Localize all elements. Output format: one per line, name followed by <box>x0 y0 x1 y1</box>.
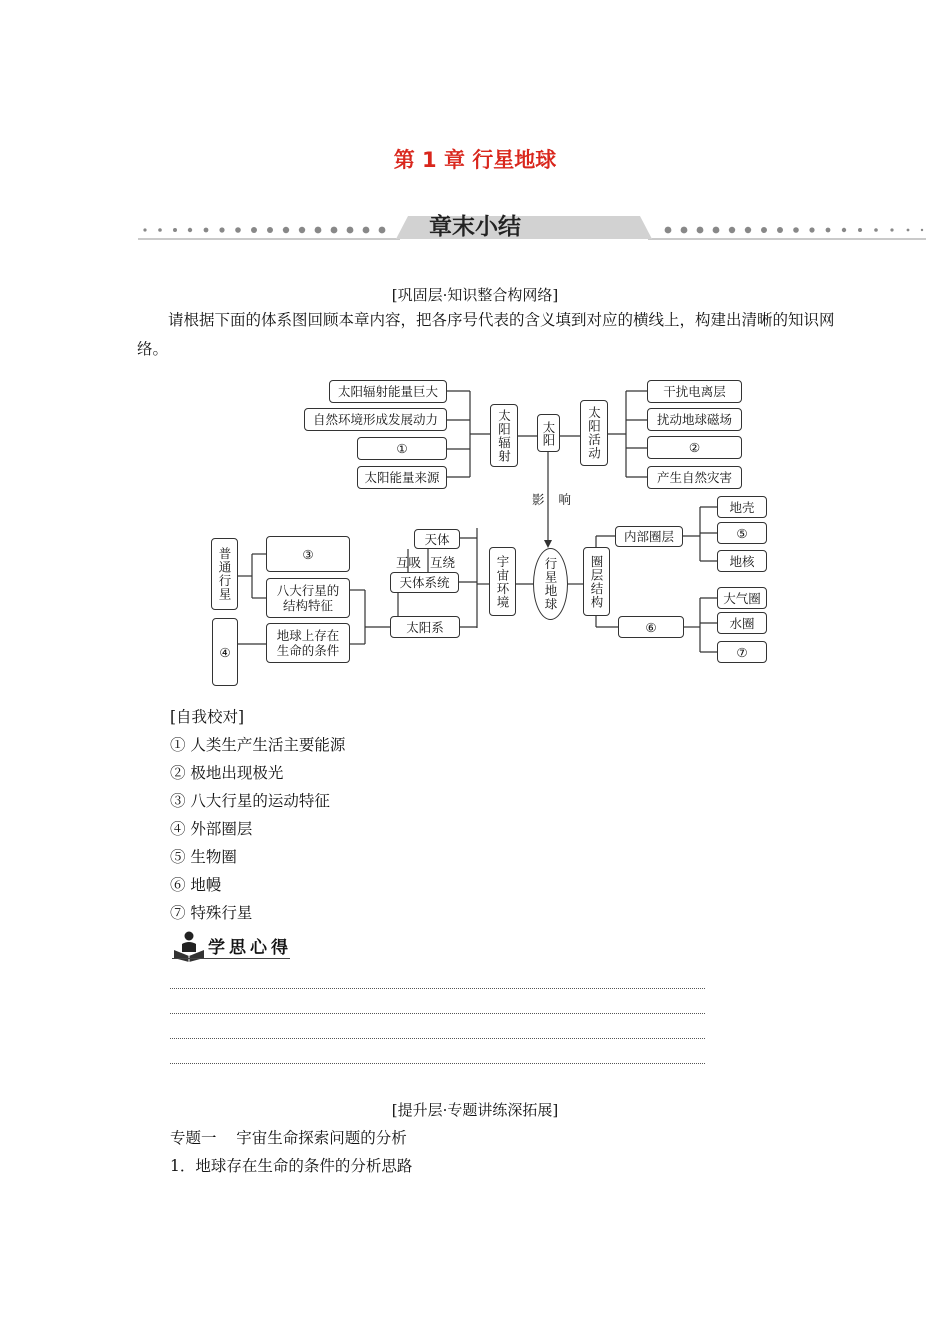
notes-line <box>170 1038 705 1039</box>
cosmic-env-box <box>489 547 516 616</box>
blank-box-3: ③ <box>266 536 350 572</box>
inner-item-core: 地核 <box>717 550 767 572</box>
self-check-heading: [自我校对] <box>170 708 245 726</box>
blank-box-7: ⑦ <box>717 641 767 663</box>
celestial-body-box: 天体 <box>414 529 460 549</box>
topic-heading: 专题一 宇宙生命探索问题的分析 <box>170 1129 407 1147</box>
answer-item: ② 极地出现极光 <box>170 764 284 782</box>
blank-box-4: ④ <box>212 618 238 686</box>
answer-item: ⑥ 地幔 <box>170 876 222 894</box>
outer-item-atmosphere: 大气圈 <box>717 587 767 609</box>
sun-radiation-box <box>490 404 518 467</box>
answer-item: ⑦ 特殊行星 <box>170 904 253 922</box>
effect-box-1: 太阳辐射能量巨大 <box>329 380 447 403</box>
chapter-title: 第 1 章 行星地球 <box>393 148 557 172</box>
planet-structure-box: 八大行星的结构特征 <box>266 578 350 618</box>
ordinary-planet-label: 普通行星 <box>217 547 232 601</box>
answer-item: ④ 外部圈层 <box>170 820 253 838</box>
outer-item-hydrosphere: 水圈 <box>717 612 767 634</box>
celestial-system-box: 天体系统 <box>390 572 459 593</box>
layer2-heading: [提升层·专题讲练深拓展] <box>391 1101 559 1119</box>
sun-radiation-label: 太阳辐射 <box>496 408 512 463</box>
answer-item: ③ 八大行星的运动特征 <box>170 792 330 810</box>
effect-box-4: 太阳能量来源 <box>357 466 447 489</box>
inner-sphere-box: 内部圈层 <box>615 526 683 547</box>
sphere-structure-label: 圈层结构 <box>589 554 604 609</box>
inner-item-crust: 地壳 <box>717 496 767 518</box>
section-title: 章末小结 <box>429 214 521 240</box>
answer-item: ⑤ 生物圈 <box>170 848 237 866</box>
effect-box-2: 自然环境形成发展动力 <box>304 408 447 431</box>
earth-ellipse <box>533 548 568 620</box>
life-conditions-box: 地球上存在生命的条件 <box>266 623 350 663</box>
sun-box <box>537 414 560 452</box>
notes-line <box>170 1063 705 1064</box>
point-heading: 1．地球存在生命的条件的分析思路 <box>170 1157 413 1175</box>
notes-line <box>170 988 705 989</box>
influence-label: 影响 <box>532 492 586 507</box>
knowledge-network-diagram <box>200 376 780 696</box>
solar-activity-label: 太阳活动 <box>586 406 602 460</box>
cosmic-env-label: 宇宙环境 <box>495 554 510 609</box>
notes-underline <box>172 958 290 959</box>
activity-effect-4: 产生自然灾害 <box>647 466 742 489</box>
blank-box-6: ⑥ <box>618 616 684 638</box>
solar-activity-box <box>580 400 608 466</box>
instruction-paragraph: 请根据下面的体系图回顾本章内容，把各序号代表的含义填到对应的横线上，构建出清晰的知识网络。 <box>137 311 835 358</box>
sphere-structure-box <box>583 547 610 616</box>
activity-effect-2: 扰动地球磁场 <box>647 408 742 431</box>
activity-effect-1: 干扰电离层 <box>647 380 742 403</box>
blank-box-2: ② <box>647 436 742 459</box>
mutual-attract-label: 互吸 <box>396 555 422 570</box>
earth-label: 行星地球 <box>543 557 558 611</box>
answer-item: ① 人类生产生活主要能源 <box>170 736 346 754</box>
solar-system-box: 太阳系 <box>390 616 460 638</box>
ordinary-planet-box <box>211 538 238 610</box>
blank-box-5: ⑤ <box>717 522 767 544</box>
notes-label: 学思心得 <box>208 938 292 958</box>
blank-box-1: ① <box>357 437 447 460</box>
mutual-orbit-label: 互绕 <box>430 555 456 570</box>
notes-line <box>170 1013 705 1014</box>
layer1-heading: [巩固层·知识整合构网络] <box>391 286 559 304</box>
sun-label: 太阳 <box>541 420 556 446</box>
